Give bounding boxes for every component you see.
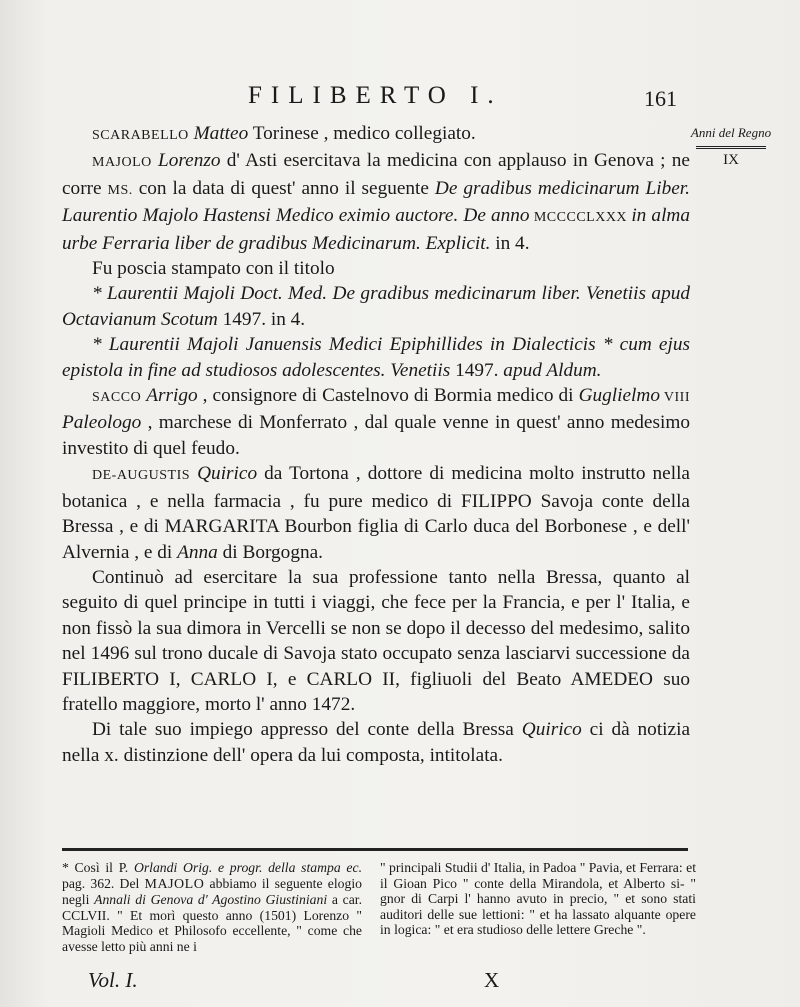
paragraph-sacco: SACCO Arrigo , consignore di Castelnovo di Bormia medico di Guglielmo VIII Paleologo , marchese di Monferrato , dal quale venne in quest' anno medesimo investito di quel feudo. bbox=[62, 385, 691, 459]
paragraph-majolo: MAJOLO Lorenzo d' Asti esercitava la medicina con applauso in Genova ; ne corre MS. con la data di quest' anno il seguente De gradibus medicinarum Liber. Laurentio Majolo Hastensi Medico eximio auctore. De anno MCCCCLXXX in alma urbe Ferraria liber de gradibus Medicinarum. Explicit. in 4. bbox=[62, 150, 690, 254]
volume-mark: Vol. I. bbox=[88, 968, 138, 992]
footnote-rule bbox=[62, 848, 688, 851]
paragraph-di-tale: Di tale suo impiego appresso del conte della Bressa Quirico ci dà notizia nella x. distinzione dell' opera da lui composta, intitolata. bbox=[62, 719, 691, 766]
signature-mark: X bbox=[484, 968, 500, 992]
paragraph-de-augustis: DE-AUGUSTIS Quirico da Tortona , dottore di medicina molto instrutto nella botanica , e nella farmacia , fu pure medico di FILIPPO Savoja conte della Bressa , e di MARGARITA Bourbon figlia di Carlo duca del Borbonese , e dell' Alvernia , e di Anna di Borgogna. bbox=[62, 463, 690, 563]
margin-note bbox=[690, 126, 772, 169]
page-footer bbox=[0, 968, 800, 998]
running-title: FILIBERTO I. bbox=[248, 82, 503, 109]
paragraph-continuo: Continuò ad esercitare la sua professione tanto nella Bressa, quanto al seguito di quel principe in tutti i viaggi, che fece per la Francia, e per l' Italia, e non fissò la sua dimora in Vercelli se non se dopo il decesso del medesimo, salito nel 1496 sul trono ducale di Savoja stato occupato senza lasciarvi successione da FILIBERTO I, CARLO I, e CARLO II, figliuoli del Beato AMEDEO suo fratello maggiore, morto l' anno 1472. bbox=[62, 566, 690, 715]
footnote-left-text: * Così il P. Orlandi Orig. e progr. della stampa ec. pag. 362. Del MAJOLO abbiamo il seguente elogio negli Annali di Genova d' Agostino Giustiniani a car. CCLVII. " Et morì questo anno (1501) Lorenzo " Magioli Medico et Philosofo eccellente, " come che avesse letto più anni ne i bbox=[62, 860, 362, 954]
paragraph-scarabello: SCARABELLO Matteo Torinese , medico collegiato. bbox=[92, 123, 476, 144]
paragraph-title-1: * Laurentii Majoli Doct. Med. De gradibus medicinarum liber. Venetiis apud Octavianum Scotum 1497. in 4. bbox=[62, 283, 690, 330]
paragraph-stampato: Fu poscia stampato con il titolo bbox=[92, 258, 335, 280]
page-number: 161 bbox=[644, 86, 677, 111]
margin-label: Anni del Regno bbox=[690, 125, 772, 140]
main-text bbox=[62, 121, 690, 768]
footnote-column-left bbox=[62, 860, 362, 955]
footnote-column-right bbox=[380, 860, 696, 938]
regnal-year: IX bbox=[723, 152, 739, 168]
footnote-right-text: " principali Studii d' Italia, in Padoa " Pavia, et Ferrara: et il Gioan Pico " conte della Mirandola, et Alberto si- " gnor di Carpi l' hanno avuto in precio, " et sono stati auditori delle sue lettioni: " et ha lassato alquante opere in logica: " et era studioso delle lettere Greche ". bbox=[380, 860, 696, 938]
margin-rule bbox=[696, 146, 766, 149]
paragraph-title-2: * Laurentii Majoli Januensis Medici Epiphillides in Dialecticis * cum ejus epistola in fine ad studiosos adolescentes. Venetiis 1497. apud Aldum. bbox=[62, 334, 690, 381]
page-header bbox=[0, 78, 800, 118]
